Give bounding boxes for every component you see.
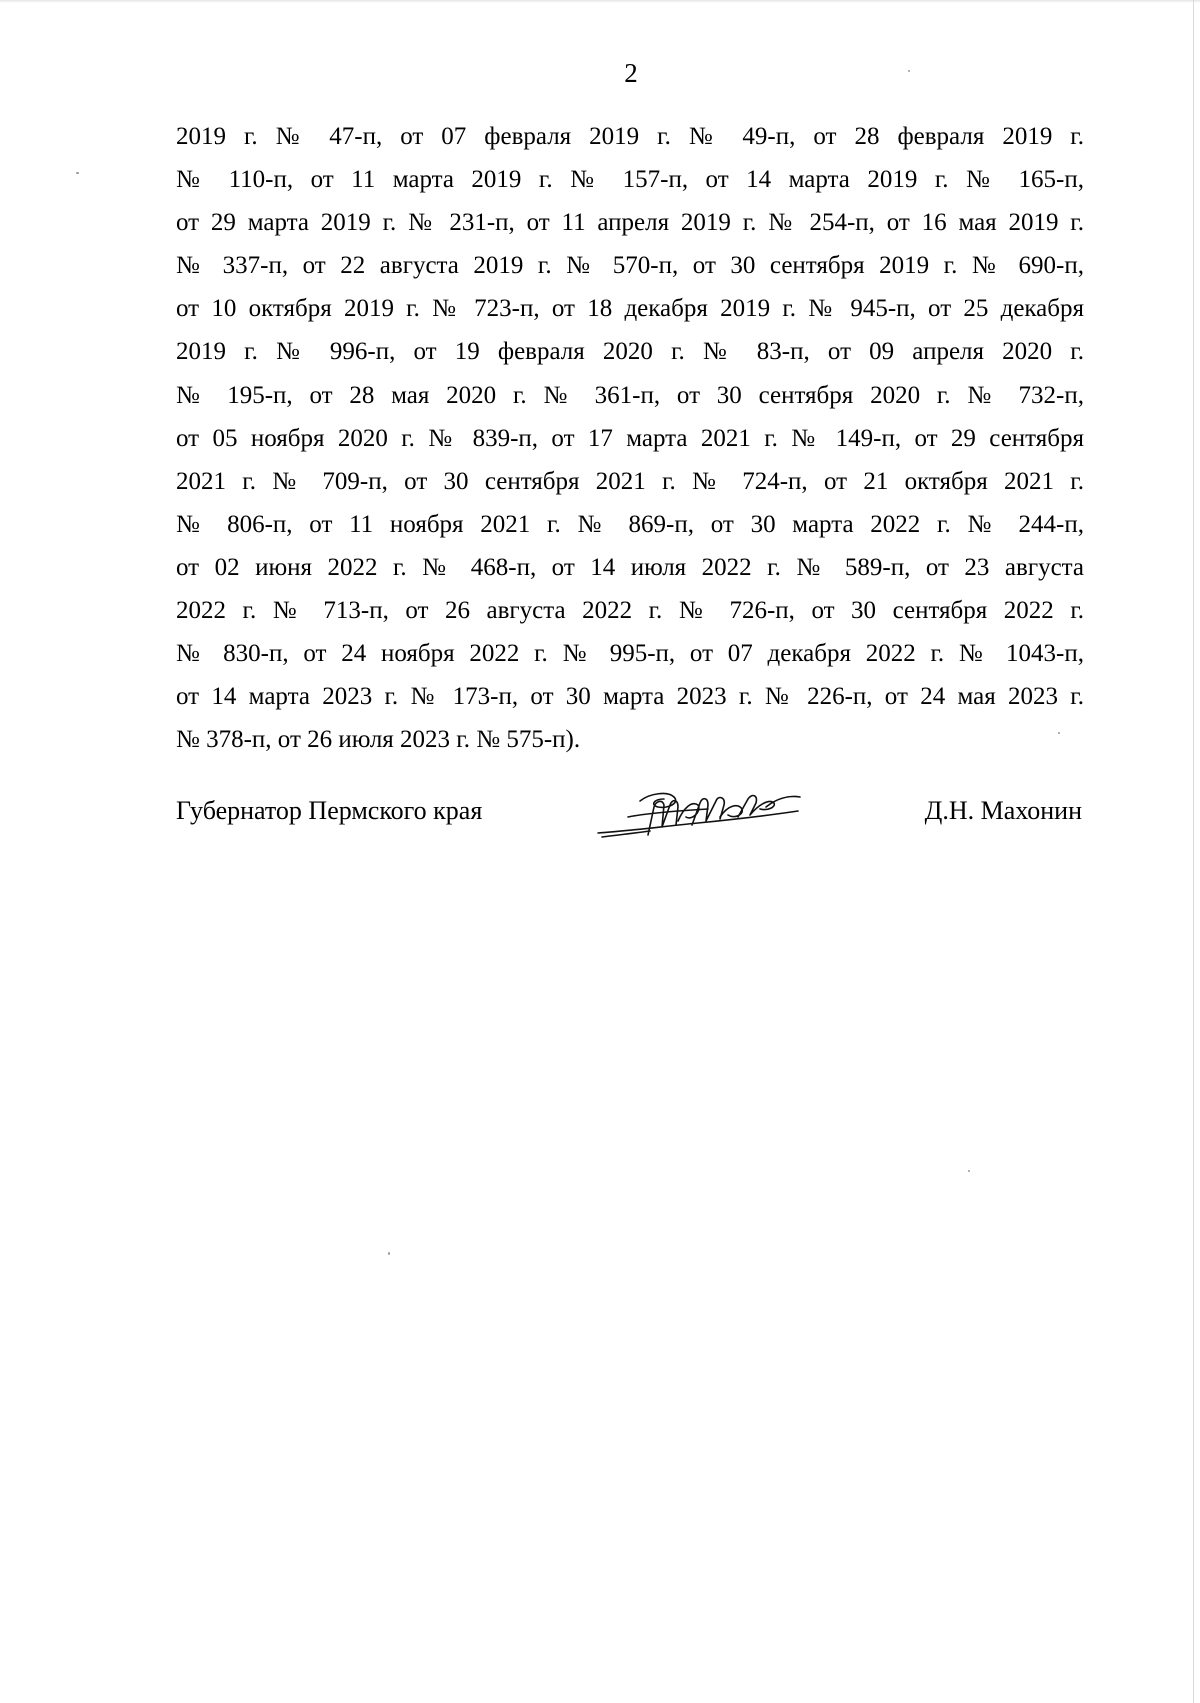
- body-line: 2022 г. № 713-п, от 26 августа 2022 г. № 726-п, от 30 сентября 2022 г.: [176, 597, 1084, 625]
- body-line: № 806-п, от 11 ноября 2021 г. № 869-п, от 30 марта 2022 г. № 244-п,: [176, 510, 1084, 538]
- body-line: от 02 июня 2022 г. № 468-п, от 14 июля 2022 г. № 589-п, от 23 августа: [176, 553, 1084, 581]
- body-line: от 29 марта 2019 г. № 231-п, от 11 апреля 2019 г. № 254-п, от 16 мая 2019 г.: [176, 209, 1084, 237]
- scan-speck: [968, 1170, 970, 1172]
- handwritten-signature: [588, 777, 808, 847]
- scan-speck: [908, 70, 910, 72]
- body-line: 2021 г. № 709-п, от 30 сентября 2021 г. № 724-п, от 21 октября 2021 г.: [176, 467, 1084, 495]
- body-line: № 110-п, от 11 марта 2019 г. № 157-п, от 14 марта 2019 г. № 165-п,: [176, 166, 1084, 194]
- page-number: 2: [624, 58, 638, 88]
- scan-speck: [388, 1252, 390, 1255]
- body-line: от 05 ноября 2020 г. № 839-п, от 17 марта 2021 г. № 149-п, от 29 сентября: [176, 424, 1084, 452]
- scan-speck: [1058, 732, 1060, 734]
- body-line: 2019 г. № 996-п, от 19 февраля 2020 г. № 83-п, от 09 апреля 2020 г.: [176, 338, 1084, 366]
- body-line: от 10 октября 2019 г. № 723-п, от 18 декабря 2019 г. № 945-п, от 25 декабря: [176, 295, 1084, 323]
- body-line: от 14 марта 2023 г. № 173-п, от 30 марта 2023 г. № 226-п, от 24 мая 2023 г.: [176, 683, 1084, 711]
- scan-edge-top: [0, 0, 1200, 3]
- body-text: [176, 115, 1084, 761]
- body-line-last: № 378-п, от 26 июля 2023 г. № 575-п).: [176, 726, 581, 754]
- body-line: № 195-п, от 28 мая 2020 г. № 361-п, от 30 сентября 2020 г. № 732-п,: [176, 381, 1084, 409]
- signatory-name: Д.Н. Махонин: [924, 796, 1082, 825]
- signature-block: [176, 793, 1084, 853]
- signatory-position: Губернатор Пермского края: [176, 796, 483, 825]
- body-line: № 830-п, от 24 ноября 2022 г. № 995-п, от 07 декабря 2022 г. № 1043-п,: [176, 640, 1084, 668]
- body-line: № 337-п, от 22 августа 2019 г. № 570-п, от 30 сентября 2019 г. № 690-п,: [176, 252, 1084, 280]
- scan-speck: [76, 172, 79, 174]
- body-line: 2019 г. № 47-п, от 07 февраля 2019 г. № 49-п, от 28 февраля 2019 г.: [176, 123, 1084, 150]
- scan-edge-right: [1193, 0, 1194, 1703]
